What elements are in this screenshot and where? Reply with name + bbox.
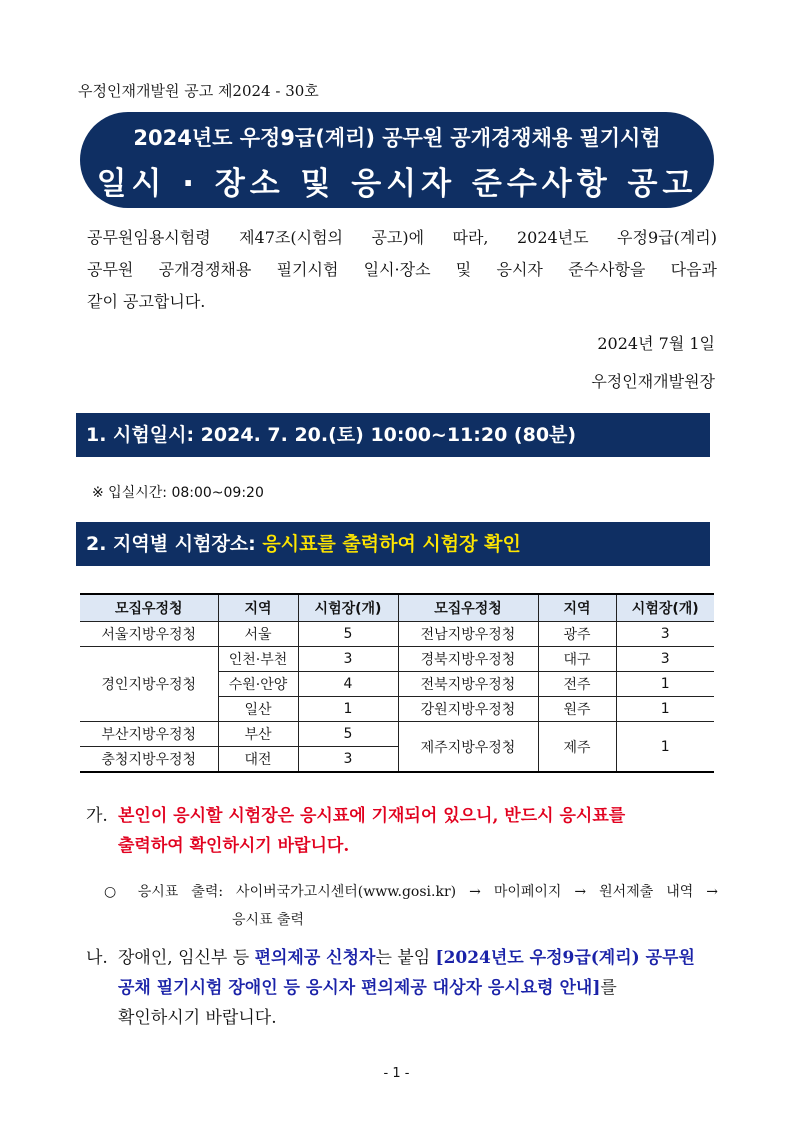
region-cell: 대구 [538,647,616,672]
region-cell: 일산 [218,697,298,722]
header-office: 모집우정청 [80,594,218,622]
section-1-header [76,413,710,457]
count-cell: 5 [298,622,398,647]
title-banner [80,112,714,208]
title-line-2: 일시 · 장소 및 응시자 준수사항 공고 [96,166,698,202]
venue-table [80,593,714,773]
page-number: - 1 - [383,1066,410,1081]
region-cell: 제주 [538,722,616,773]
count-cell: 1 [616,697,714,722]
note-na-text [118,943,716,1033]
intro-paragraph [87,222,717,318]
intro-line-2: 공무원 공개경쟁채용 필기시험 일시·장소 및 응시자 준수사항을 다음과 [87,260,717,279]
region-cell: 대전 [218,747,298,773]
header-count: 시험장(개) [616,594,714,622]
print-instructions-line-1: ○ 응시표 출력: 사이버국가고시센터(www.gosi.kr) → 마이페이지 → 원서제출 내역 → [104,884,718,900]
office-cell: 강원지방우정청 [398,697,538,722]
office-cell: 전남지방우정청 [398,622,538,647]
count-cell: 4 [298,672,398,697]
region-cell: 전주 [538,672,616,697]
count-cell: 1 [298,697,398,722]
intro-line-3: 같이 공고합니다. [87,292,206,311]
office-cell: 전북지방우정청 [398,672,538,697]
title-line-1: 2024년도 우정9급(계리) 공무원 공개경쟁채용 필기시험 [133,126,661,150]
header-count: 시험장(개) [298,594,398,622]
region-cell: 원주 [538,697,616,722]
print-instructions-line-2: 응시표 출력 [232,912,305,928]
region-cell: 부산 [218,722,298,747]
count-cell: 3 [616,647,714,672]
table-header-row [80,594,714,622]
notice-number: 우정인재개발원 공고 제2024 - 30호 [78,82,319,100]
table-row [80,622,714,647]
header-office: 모집우정청 [398,594,538,622]
note-na-attachment: [2024년도 우정9급(계리) 공무원 공채 필기시험 장애인 등 응시자 편의제공 대상자 응시요령 안내] [118,948,695,998]
section-2-highlight: 응시표를 출력하여 시험장 확인 [262,533,521,555]
section-2-header [76,522,710,566]
count-cell: 1 [616,672,714,697]
section-2-title: 2. 지역별 시험장소: [86,533,263,555]
count-cell: 5 [298,722,398,747]
count-cell: 3 [298,647,398,672]
note-ga [86,801,716,861]
note-na [86,943,716,1033]
region-cell: 광주 [538,622,616,647]
table-row [80,647,714,672]
note-na-marker: 나. [86,948,108,968]
note-ga-marker: 가. [86,806,108,826]
note-na-mid: 는 붙임 [375,948,436,968]
office-cell: 경북지방우정청 [398,647,538,672]
table-row [80,722,714,747]
note-ga-line-1: 본인이 응시할 시험장은 응시표에 기재되어 있으니, 반드시 응시표를 [118,806,626,826]
notice-date: 2024년 7월 1일 [597,334,715,353]
region-cell: 인천·부천 [218,647,298,672]
office-cell: 부산지방우정청 [80,722,218,747]
header-region: 지역 [538,594,616,622]
count-cell: 3 [616,622,714,647]
office-cell: 제주지방우정청 [398,722,538,773]
office-cell: 서울지방우정청 [80,622,218,647]
note-na-applicant: 편의제공 신청자 [254,948,376,968]
count-cell: 1 [616,722,714,773]
office-cell: 경인지방우정청 [80,647,218,722]
office-cell: 충청지방우정청 [80,747,218,773]
entry-time-note: ※ 입실시간: 08:00~09:20 [92,485,264,501]
note-na-post: 를 [600,978,617,998]
region-cell: 수원·안양 [218,672,298,697]
header-region: 지역 [218,594,298,622]
count-cell: 3 [298,747,398,773]
signer: 우정인재개발원장 [591,372,715,391]
region-cell: 서울 [218,622,298,647]
section-1-title: 1. 시험일시: 2024. 7. 20.(토) 10:00~11:20 (80분) [86,424,577,446]
note-na-line-3: 확인하시기 바랍니다. [118,1008,277,1028]
intro-line-1: 공무원임용시험령 제47조(시험의 공고)에 따라, 2024년도 우정9급(계리) [87,228,717,247]
note-ga-line-2: 출력하여 확인하시기 바랍니다. [118,836,350,856]
note-na-pre: 장애인, 임신부 등 [118,948,255,968]
